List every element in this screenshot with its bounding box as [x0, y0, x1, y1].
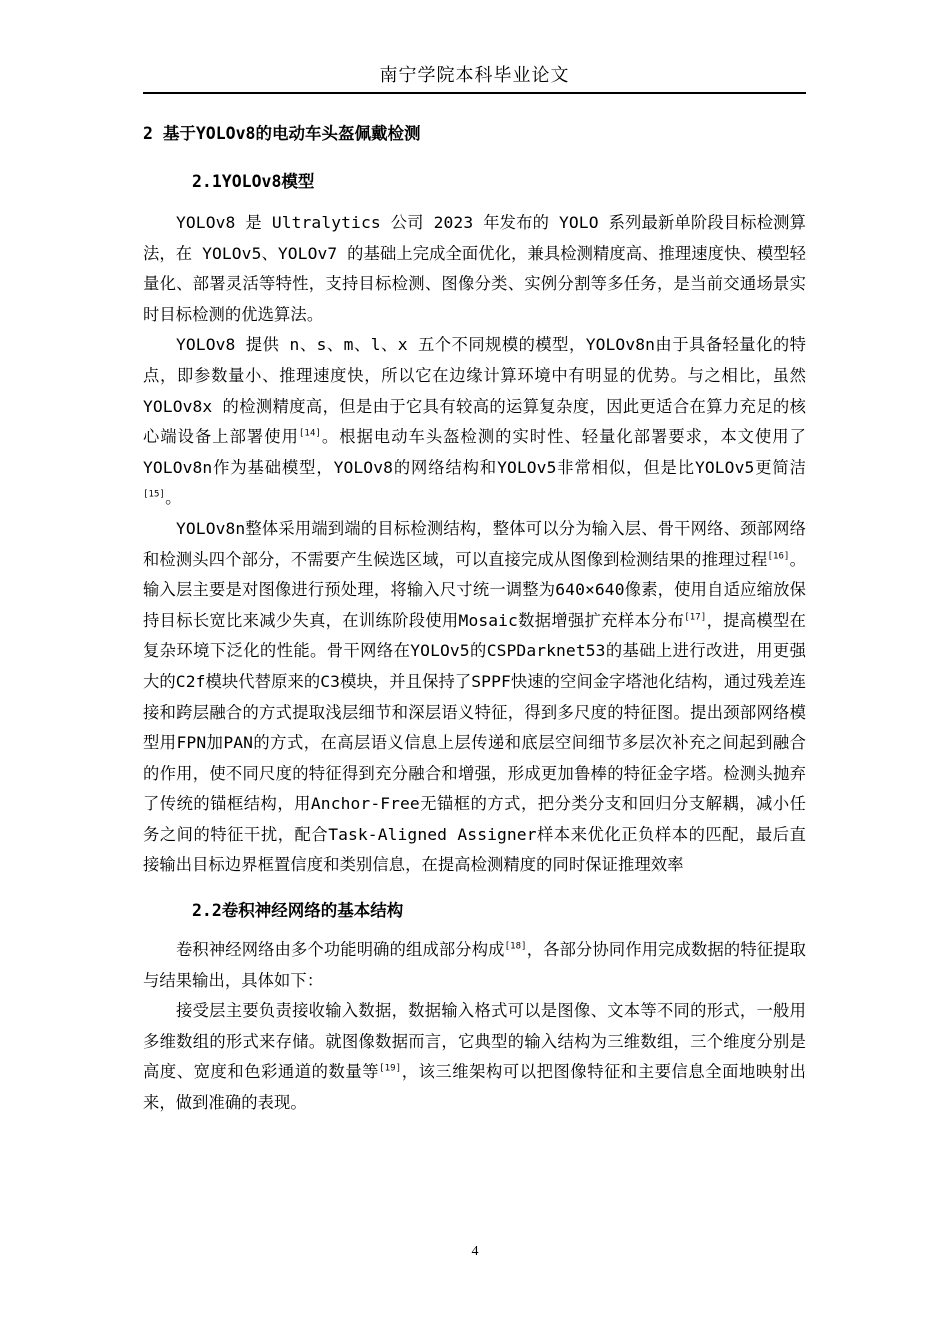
chapter-heading: 2 基于YOLOv8的电动车头盔佩戴检测	[143, 124, 421, 143]
paragraph-2-1-3-text-a: YOLOv8n整体采用端到端的目标检测结构，整体可以分为输入层、骨干网络、颈部网络和检测头四个部分，不需要产生候选区域，可以直接完成从图像到检测结果的推理过程	[143, 518, 806, 569]
paragraph-2-1-3	[143, 514, 806, 881]
paragraph-2-1-2	[143, 330, 806, 514]
header-title: 南宁学院本科毕业论文	[379, 65, 570, 86]
citation-17[interactable]: [17]	[684, 612, 707, 623]
paragraph-2-1-3-text-c: ，提高模型在复杂环境下泛化的性能。骨干网络在YOLOv5的CSPDarknet53的基础上进行改进，用更强大的C2f模块代替原来的C3模块，并且保持了SPPF快速的空间金字塔池化结构，通过残差连接和跨层融合的方式提取浅层细节和深层语义特征，得到多尺度的特征图。提出颈部网络模型用FPN加PAN的方式，在高层语义信息上层传递和底层空间细节多层次补充之间起到融合的作用，使不同尺度的特征得到充分融合和增强，形成更加鲁棒的特征金字塔。检测头抛弃了传统的锚框结构，用Anchor-Free无锚框的方式，把分类分支和回归分支解耦，减小任务之间的特征干扰，配合Task-Aligned Assigner样本来优化正负样本的匹配，最后直接输出目标边界框置信度和类别信息，在提高检测精度的同时保证推理效率	[143, 610, 806, 875]
paragraph-2-2-2-text-a: 接受层主要负责接收输入数据，数据输入格式可以是图像、文本等不同的形式，一般用多维数组的形式来存储。就图像数据而言，它典型的输入结构为三维数组，三个维度分别是高度、宽度和色彩通道的数量等	[143, 1001, 806, 1082]
paragraph-2-2-1-text-b: ，各部分协同作用完成数据的特征提取与结果输出，具体如下：	[143, 940, 806, 990]
citation-18[interactable]: [18]	[504, 941, 527, 952]
paragraph-2-1-1-text: YOLOv8 是 Ultralytics 公司 2023 年发布的 YOLO 系列最新单阶段目标检测算法，在 YOLOv5、YOLOv7 的基础上完成全面优化，兼具检测精度高、推理速度快、模型轻量化、部署灵活等特性，支持目标检测、图像分类、实例分割等多任务，是当前交通场景实时目标检测的优选算法。	[143, 213, 806, 324]
section-heading-2-2: 2.2卷积神经网络的基本结构	[192, 901, 404, 921]
paragraph-2-2-1-text-a: 卷积神经网络由多个功能明确的组成部分构成	[176, 940, 505, 960]
citation-14[interactable]: [14]	[298, 428, 321, 439]
paragraph-2-2-2	[143, 996, 806, 1118]
citation-16[interactable]: [16]	[767, 551, 790, 562]
page-body	[143, 108, 806, 1119]
citation-15[interactable]: [15]	[143, 489, 166, 500]
section-heading-2-1: 2.1YOLOv8模型	[192, 172, 315, 191]
paragraph-2-1-2-text-c: 。	[165, 488, 182, 508]
paragraph-2-2-1	[143, 935, 806, 996]
page-number: 4	[471, 1244, 479, 1259]
paragraph-2-1-1	[143, 208, 806, 330]
paragraph-2-2-2-text-b: ，该三维架构可以把图像特征和主要信息全面地映射出来，做到准确的表现。	[143, 1062, 807, 1113]
paragraph-2-1-2-text-b: 。根据电动车头盔检测的实时性、轻量化部署要求，本文使用了YOLOv8n作为基础模型，YOLOv8的网络结构和YOLOv5非常相似，但是比YOLOv5更简洁	[143, 427, 806, 477]
paragraph-2-1-2-text-a: YOLOv8 提供 n、s、m、l、x 五个不同规模的模型，YOLOv8n由于具备轻量化的特点，即参数量小、推理速度快，所以它在边缘计算环境中有明显的优势。与之相比，虽然 YOLOv8x 的检测精度高，但是由于它具有较高的运算复杂度，因此更适合在算力充足的核心端设备上部署使用	[143, 335, 806, 447]
paragraph-2-1-3-text-b: 。输入层主要是对图像进行预处理，将输入尺寸统一调整为640×640像素，使用自适应缩放保持目标长宽比来减少失真，在训练阶段使用Mosaic数据增强扩充样本分布	[143, 549, 806, 630]
citation-19[interactable]: [19]	[379, 1064, 402, 1075]
running-header	[143, 60, 806, 94]
